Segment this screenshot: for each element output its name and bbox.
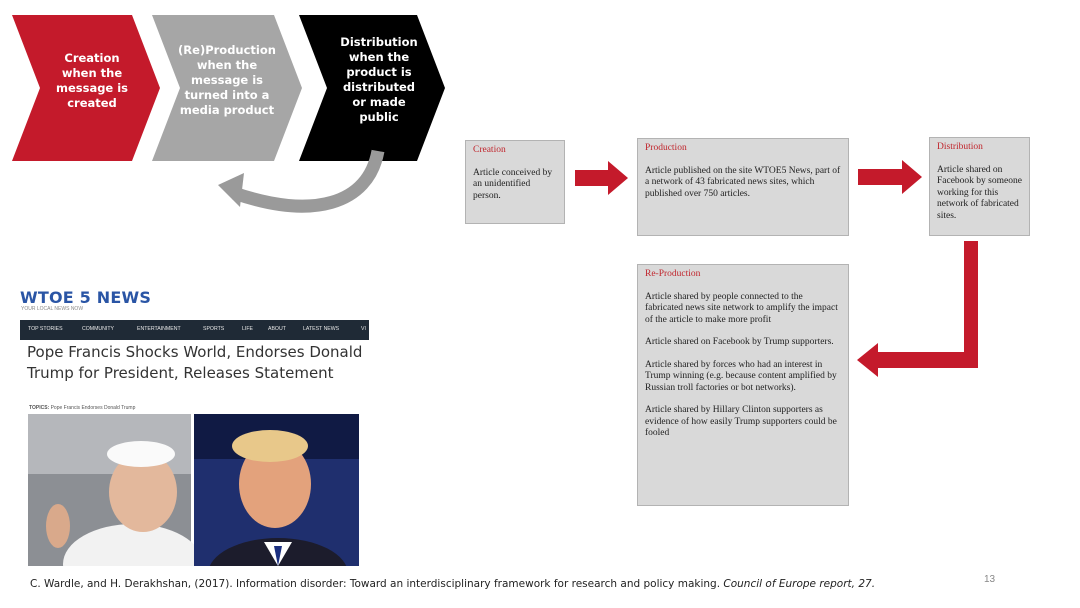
reproduction-item: Article shared on Facebook by Trump supporters. [645,337,834,347]
nav-item[interactable]: LATEST NEWS [303,326,340,332]
arrow-distribution-to-reproduction [857,241,978,377]
distribution-label: Distribution when the product is distributed or made public [340,35,418,124]
reproduction-item: Article shared by people connected to the fabricated news site network to amplify the impact of the article to make more profit [645,291,838,325]
arrow-production-to-distribution [858,160,922,194]
article-photo [28,414,359,566]
creation-body: Article conceived by an unidentified person. [473,167,553,201]
news-navbar [20,320,369,340]
creation-title: Creation [473,145,506,155]
article-headline[interactable]: Pope Francis Shocks World, Endorses Donald Trump for President, Releases Statement [27,343,363,382]
news-logo: WTOE 5 NEWS [20,288,152,307]
citation-volume: , 27. [851,578,876,590]
reproduction-item: Article shared by forces who had an interest in Trump winning (e.g. because content amplified by Russian troll factories or bot networks). [645,359,837,393]
nav-item[interactable]: LIFE [242,326,253,332]
reproduction-item: Article shared by Hillary Clinton supporters as evidence of how easily Trump supporters could be fooled [645,405,837,438]
page-number: 13 [984,574,996,585]
topics-text: Pope Francis Endorses Donald Trump [50,405,136,411]
reproduction-title: Re-Production [645,269,701,279]
nav-item[interactable]: COMMUNITY [82,326,114,332]
nav-item[interactable]: SPORTS [203,326,225,332]
production-title: Production [645,143,687,153]
reproduction-label: (Re)Production when the message is turned into a media product [178,43,276,117]
nav-item[interactable]: ENTERTAINMENT [137,326,181,332]
distribution-body: Article shared on Facebook by someone working for this network of fabricated sites. [937,164,1022,221]
citation-journal: Council of Europe report [723,578,852,590]
creation-label: Creation when the message is created [55,51,129,110]
distribution-title: Distribution [937,142,983,152]
topics-label: TOPICS: [29,405,50,411]
arrow-creation-to-production [575,161,628,195]
citation [30,578,875,590]
nav-item[interactable]: VI [361,326,366,332]
production-body: Article published on the site WTOE5 News, part of a network of 43 fabricated news sites, which published over 750 articles. [645,165,841,199]
nav-item[interactable]: TOP STORIES [28,326,63,332]
citation-text: C. Wardle, and H. Derakhshan, (2017). Information disorder: Toward an interdisciplinary framework for research and policy making. [30,578,724,590]
article-topics [29,405,135,411]
nav-item[interactable]: ABOUT [268,326,286,332]
news-tagline: YOUR LOCAL NEWS NOW [21,306,84,312]
